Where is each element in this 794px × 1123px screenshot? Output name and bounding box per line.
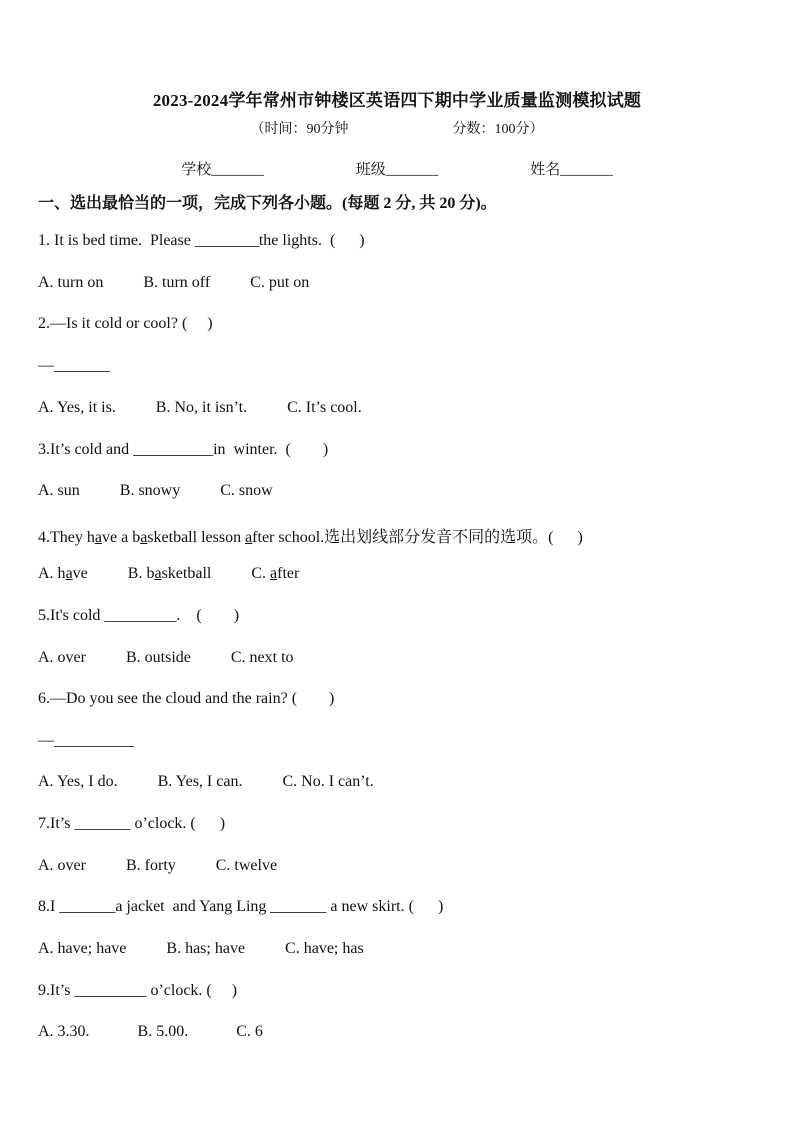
exam-title: 2023-2024学年常州市钟楼区英语四下期中学业质量监测模拟试题 [152, 91, 642, 110]
question-3-stem: 3.It’s cold and __________in winter. ( ) [38, 441, 329, 458]
question-4-stem [38, 524, 583, 547]
q4-option-underlined: a [154, 565, 162, 582]
name-field: 姓名_______ [530, 162, 613, 178]
question-5-options: A. over B. outside C. next to [38, 649, 294, 666]
student-info [0, 158, 794, 179]
question-3-options: A. sun B. snowy C. snow [38, 482, 273, 499]
question-7-options: A. over B. forty C. twelve [38, 857, 278, 874]
q4-option-underlined: a [270, 565, 278, 582]
q4-underlined-letter: a [245, 529, 253, 546]
question-2-options: A. Yes, it is. B. No, it isn’t. C. It’s cool. [38, 399, 362, 416]
question-2-answer: —_______ [38, 357, 110, 374]
q4-text: sketball lesson [147, 529, 246, 546]
question-6-stem: 6.—Do you see the cloud and the rain? ( ) [38, 690, 335, 707]
exam-meta [0, 118, 794, 138]
question-2-stem: 2.—Is it cold or cool? ( ) [38, 315, 213, 332]
school-field: 学校_______ [181, 162, 264, 178]
exam-score: 分数：100分） [452, 122, 544, 137]
question-1-stem: 1. It is bed time. Please ________the lights. ( ) [38, 232, 365, 249]
q4-option-text: A. h [38, 565, 66, 582]
question-4-options [38, 565, 299, 583]
section-heading: 一、选出最恰当的一项，完成下列各小题。(每题 2 分, 共 20 分)。 [38, 195, 497, 212]
q4-option-text: ve B. b [72, 565, 155, 582]
question-6-options: A. Yes, I do. B. Yes, I can. C. No. I can’t. [38, 773, 374, 790]
exam-time: （时间：90分钟 [250, 122, 349, 137]
question-9-options: A. 3.30. B. 5.00. C. 6 [38, 1023, 263, 1040]
q4-underlined-letter: a [94, 529, 102, 546]
q4-text: fter school.选出划线部分发音不同的选项。( ) [252, 529, 583, 546]
question-7-stem: 7.It’s _______ o’clock. ( ) [38, 815, 226, 832]
q4-option-underlined: a [65, 565, 73, 582]
q4-option-text: sketball C. [161, 565, 270, 582]
question-8-options: A. have; have B. has; have C. have; has [38, 940, 364, 957]
question-1-options: A. turn on B. turn off C. put on [38, 274, 310, 291]
q4-text: ve a b [101, 529, 141, 546]
class-field: 班级_______ [355, 162, 439, 178]
q4-text: 4.They h [38, 529, 95, 546]
question-9-stem: 9.It’s _________ o’clock. ( ) [38, 982, 238, 999]
q4-option-text: fter [277, 565, 300, 582]
question-6-answer: —__________ [38, 732, 134, 749]
question-8-stem: 8.I _______a jacket and Yang Ling _______ a new skirt. ( ) [38, 898, 444, 915]
q4-underlined-letter: a [140, 529, 148, 546]
question-5-stem: 5.It's cold _________. ( ) [38, 607, 240, 624]
